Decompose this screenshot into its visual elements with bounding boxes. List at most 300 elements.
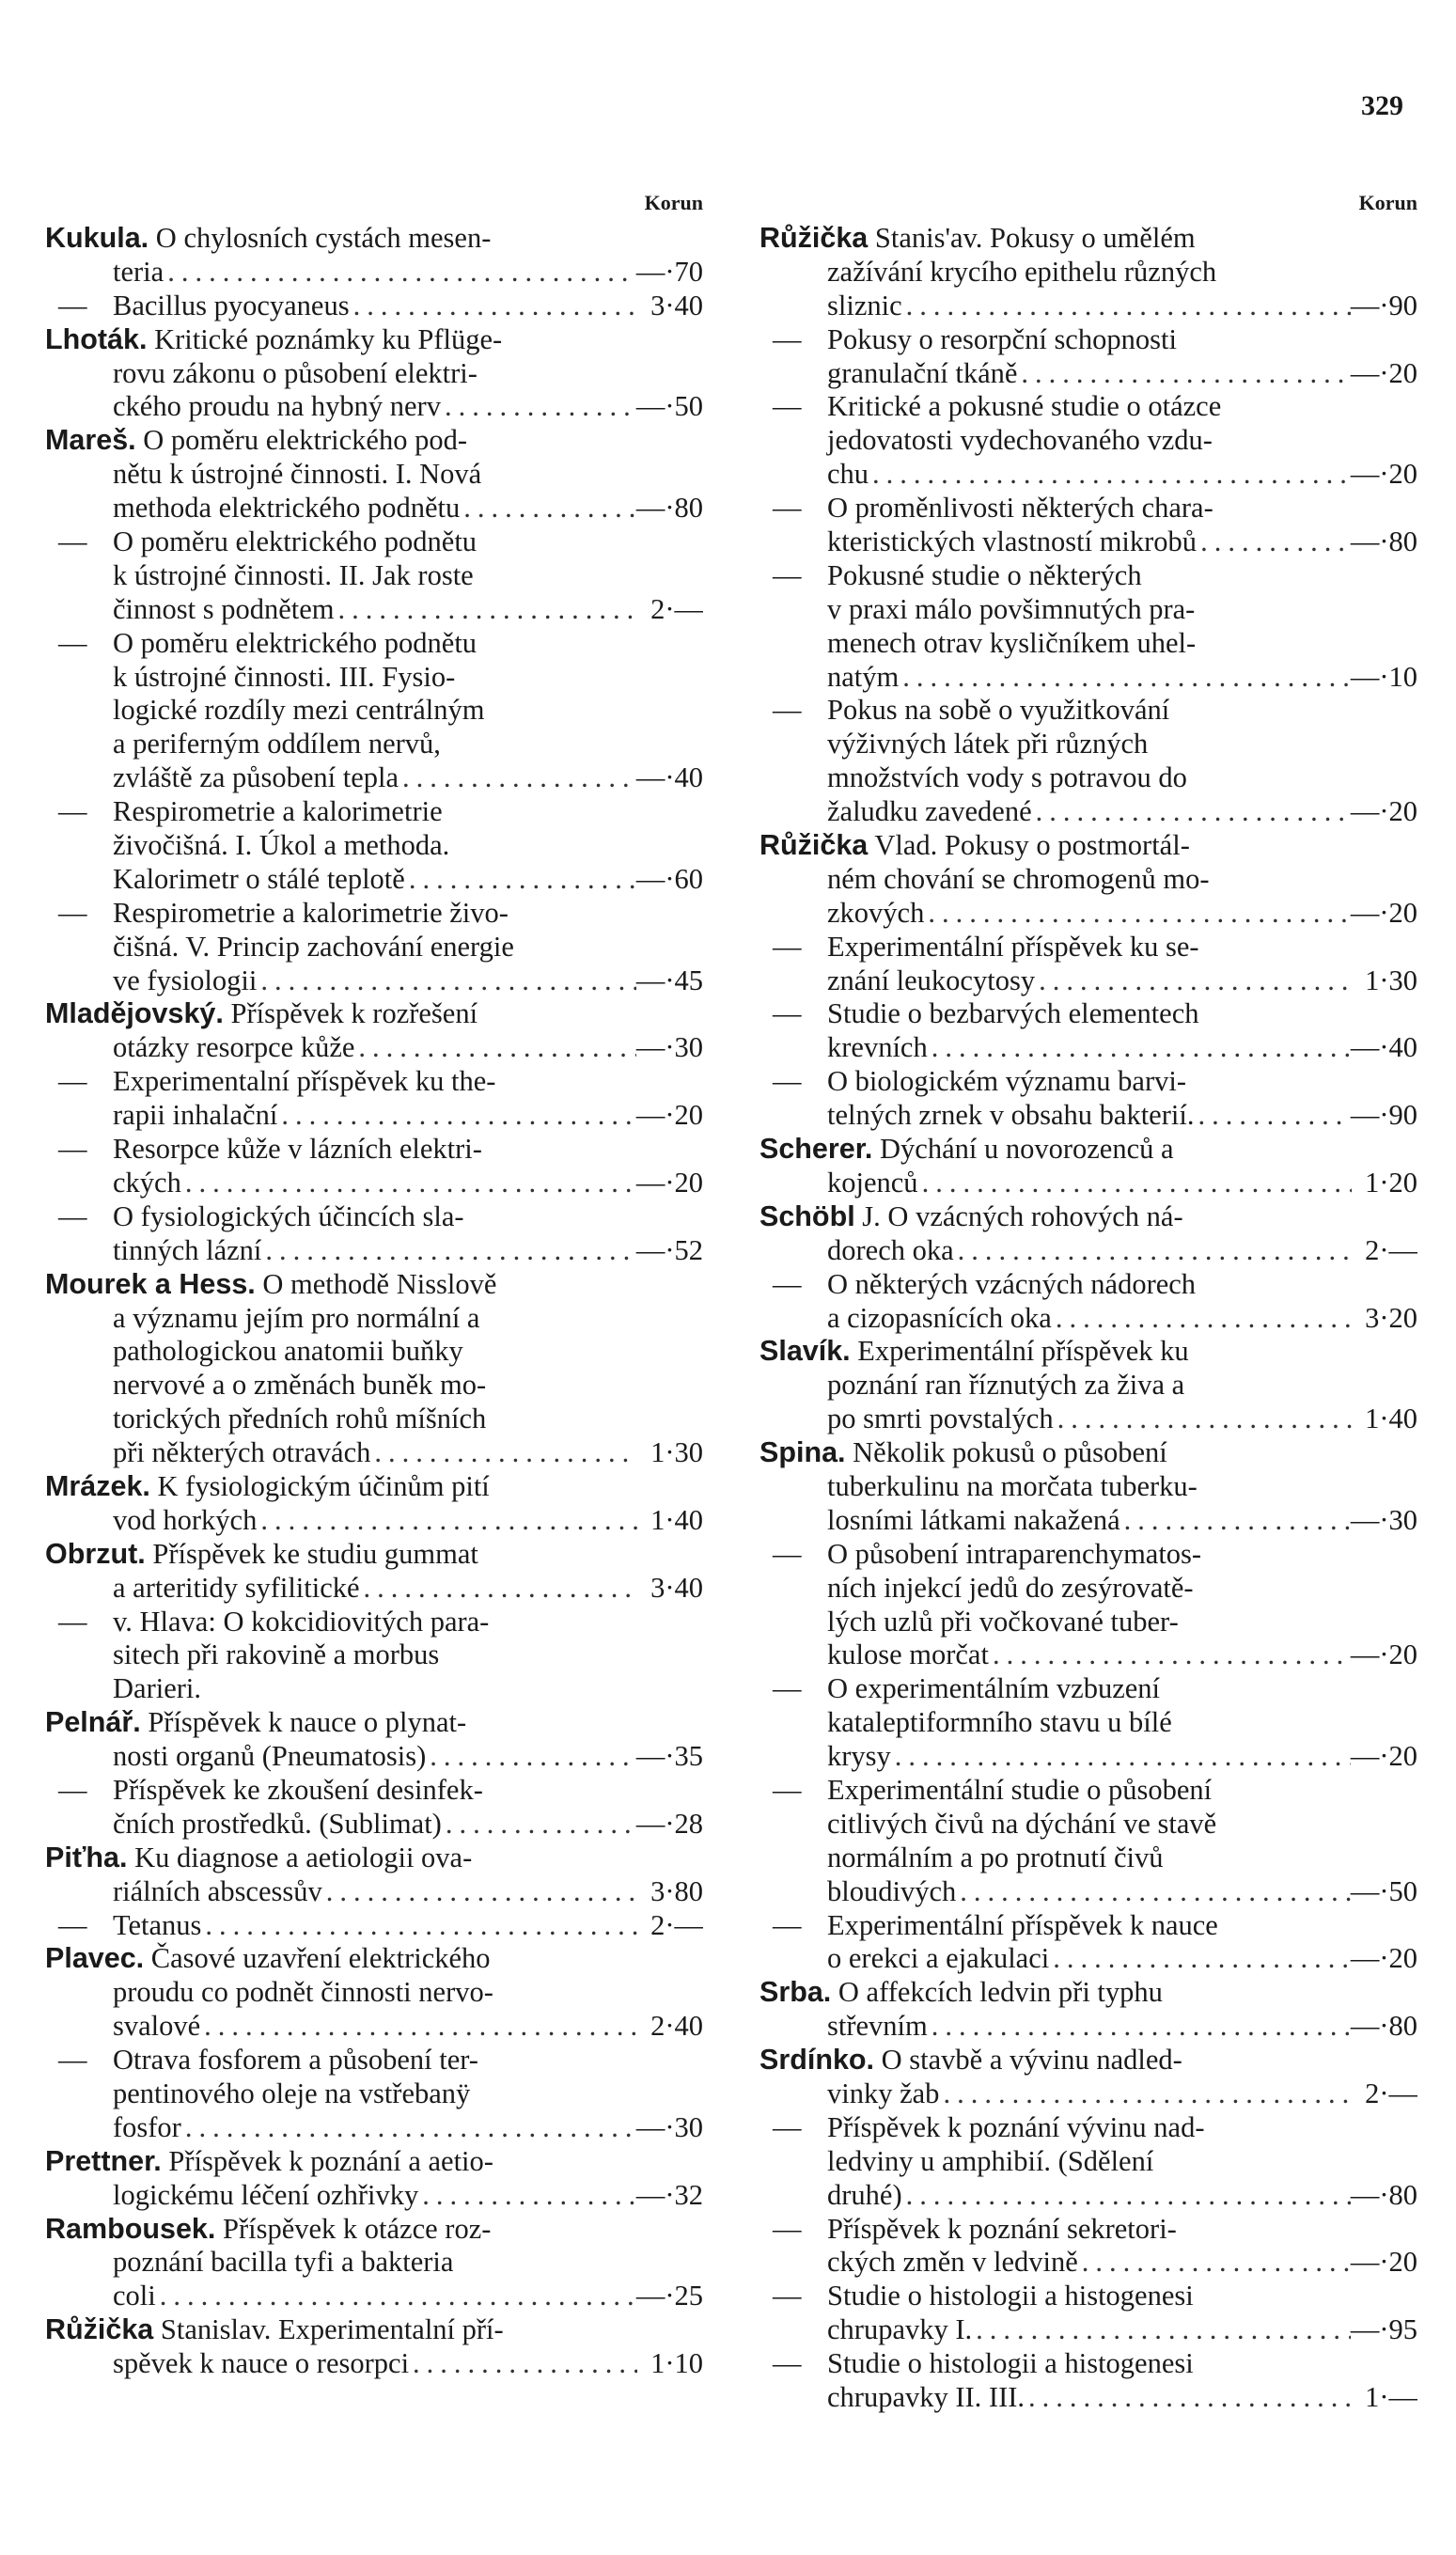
entry-last-line: [45, 2179, 703, 2213]
dot-leader: [322, 1875, 637, 1909]
price-korun: —·90: [1350, 289, 1417, 321]
entry-last-line: [759, 1638, 1417, 1672]
entry-title-text: K fysiologickým účinům pití: [157, 1469, 490, 1502]
entry-title-text: telných zrnek v obsahu bakterií.: [827, 1099, 1195, 1132]
author-name: Mareš.: [45, 424, 136, 457]
entry-title-text: O fysiologických účincích sla-: [113, 1199, 464, 1232]
entry-line: [45, 931, 703, 964]
dot-leader: [360, 1572, 637, 1606]
index-entry: [759, 2347, 1417, 2415]
index-entry: [759, 1268, 1417, 1336]
index-entry: [759, 1065, 1417, 1133]
author-name: Lhoták.: [45, 322, 148, 355]
dot-leader: [156, 2280, 636, 2313]
price-korun: —·30: [1350, 1503, 1417, 1536]
entry-line: [759, 256, 1417, 290]
author-name: Schöbl: [759, 1199, 855, 1232]
index-entry: [45, 1538, 703, 1606]
price-korun: 2·40: [650, 2010, 703, 2043]
entry-last-line: [45, 593, 703, 627]
entry-line: [45, 1133, 703, 1167]
entry-title-text: citlivých čivů na dýchání ve stavě: [827, 1807, 1217, 1840]
entry-title-text: fosfor: [113, 2110, 181, 2143]
entry-title-text: Stanis'av. Pokusy o umělém: [874, 222, 1196, 254]
entry-title-text: Příspěvek k nauce o plynat-: [148, 1706, 467, 1739]
entry-title-text: Resorpce kůže v lázních elektri-: [113, 1133, 482, 1166]
entry-title-text: Respirometrie a kalorimetrie živo-: [113, 896, 509, 929]
dot-leader: [426, 1740, 636, 1774]
entry-title-text: granulační tkáně: [827, 356, 1018, 389]
index-entry: [759, 829, 1417, 931]
index-entry: [759, 931, 1417, 998]
dot-leader: [869, 458, 1351, 492]
entry-title-text: O proměnlivosti některých chara-: [827, 492, 1213, 525]
entry-line: [759, 1774, 1417, 1808]
entry-title-text: krevních: [827, 1031, 928, 1064]
index-entry: [759, 1909, 1417, 1977]
entry-title-text: Kalorimetr o stálé teplotě: [113, 862, 405, 895]
entry-title-text: kteristických vlastností mikrobů: [827, 525, 1198, 558]
dot-leader: [257, 964, 635, 998]
index-entry: [759, 1672, 1417, 1774]
entry-last-line: [759, 1099, 1417, 1133]
entry-title-text: J. O vzácných rohových ná-: [862, 1199, 1183, 1232]
entry-title-text: logické rozdíly mezi centrálným: [113, 694, 485, 727]
entry-title-text: výživných látek při různých: [827, 728, 1149, 760]
price-korun: —·30: [635, 2110, 703, 2143]
entry-title-text: zažívání krycího epithelu různých: [827, 255, 1217, 288]
entry-last-line: [45, 1572, 703, 1606]
entry-title-text: Experimentalní příspěvek ku the-: [113, 1065, 496, 1098]
entry-title-text: ckých: [113, 1166, 181, 1199]
dot-leader: [354, 1031, 635, 1065]
entry-title-text: zkových: [827, 896, 925, 929]
entry-title-text: ních injekcí jedů do zesýrovatě-: [827, 1571, 1194, 1604]
entry-title-text: kojenců: [827, 1166, 918, 1199]
author-name: Pelnář.: [45, 1706, 141, 1739]
entry-title-text: krysy: [827, 1740, 891, 1773]
entry-title-text: O biologickém významu barvi-: [827, 1065, 1186, 1098]
dot-leader: [350, 290, 637, 323]
index-entry: [759, 492, 1417, 559]
entry-title-text: O affekcích ledvin při typhu: [838, 1976, 1163, 2009]
price-korun: —·20: [635, 1099, 703, 1132]
entry-line: [45, 1369, 703, 1403]
index-entry: [759, 1774, 1417, 1909]
entry-line: [45, 2077, 703, 2111]
dot-leader: [1078, 2246, 1351, 2280]
entry-title-text: logickému léčení ozhřivky: [113, 2178, 419, 2211]
price-korun: —·20: [1350, 458, 1417, 491]
author-name: Růžička: [759, 829, 869, 862]
entry-title-text: kulose morčat: [827, 1638, 989, 1671]
entry-line: [45, 2246, 703, 2280]
entry-last-line: [759, 2010, 1417, 2044]
entry-last-line: [45, 1740, 703, 1774]
entry-last-line: [45, 1909, 703, 1943]
price-korun: —·20: [1350, 896, 1417, 929]
entry-title-text: Kritické poznámky ku Pflüge-: [154, 322, 503, 355]
entry-line: [759, 1842, 1417, 1875]
entry-line: [759, 2111, 1417, 2145]
dot-leader: [370, 1436, 637, 1470]
entry-title-text: O působení intraparenchymatos-: [827, 1537, 1202, 1570]
price-korun: —·80: [635, 492, 703, 525]
index-entry: [45, 1706, 703, 1774]
entry-last-line: [759, 897, 1417, 931]
entry-line: [759, 424, 1417, 458]
entry-line: [45, 2044, 703, 2077]
dot-leader: [442, 1808, 636, 1842]
entry-title-text: O poměru elektrického pod-: [143, 424, 467, 457]
entry-last-line: [759, 2246, 1417, 2280]
index-entry: [759, 1133, 1417, 1200]
entry-line: [759, 2044, 1417, 2077]
entry-line: [45, 1774, 703, 1808]
entry-line: [45, 357, 703, 391]
entry-line: [45, 1470, 703, 1504]
entry-title-text: čišná. V. Princip zachování energie: [113, 930, 514, 963]
price-korun: —·52: [635, 1233, 703, 1266]
index-entry: [759, 2213, 1417, 2281]
entry-line: [45, 1538, 703, 1572]
index-entry: [45, 2313, 703, 2381]
entry-line: [45, 1942, 703, 1976]
price-korun: —·60: [635, 862, 703, 895]
price-korun: —·35: [635, 1740, 703, 1773]
entry-title-text: ve fysiologii: [113, 964, 258, 996]
dot-leader: [1049, 1942, 1351, 1976]
entry-line: [45, 559, 703, 593]
price-korun: —·20: [1350, 356, 1417, 389]
entry-line: [45, 1065, 703, 1099]
index-entry: [45, 2213, 703, 2314]
entry-last-line: [45, 863, 703, 897]
entry-title-text: teria: [113, 255, 164, 288]
dot-leader: [1032, 795, 1351, 829]
entry-line: [759, 694, 1417, 728]
dot-leader: [200, 2010, 637, 2044]
entry-title-text: ném chování se chromogenů mo-: [827, 862, 1210, 895]
entry-title-text: Pokusy o resorpční schopnosti: [827, 322, 1177, 355]
index-entry: [759, 2111, 1417, 2213]
dot-leader: [1052, 1302, 1352, 1336]
entry-line: [45, 661, 703, 695]
index-entry: [45, 1774, 703, 1842]
entry-title-text: Bacillus pyocyaneus: [113, 289, 350, 321]
price-korun: —·40: [635, 761, 703, 794]
entry-title-text: pentinového oleje na vstřebanÿ: [113, 2077, 471, 2109]
price-korun: 3·40: [650, 1571, 703, 1604]
dot-leader: [1197, 525, 1351, 559]
entry-line: [45, 1200, 703, 1234]
index-entry: [45, 525, 703, 627]
entry-title-text: methoda elektrického podnětu: [113, 492, 461, 525]
entry-title-text: Ku diagnose a aetiologii ova-: [134, 1841, 473, 1873]
entry-line: [759, 222, 1417, 256]
entry-title-text: vinky žab: [827, 2077, 940, 2109]
author-name: Piťha.: [45, 1841, 128, 1873]
dot-leader: [418, 2179, 636, 2213]
index-entry: [45, 897, 703, 998]
entry-line: [759, 1369, 1417, 1403]
index-entry: [45, 997, 703, 1065]
entry-line: [759, 761, 1417, 795]
index-entry: [759, 1335, 1417, 1436]
entry-line: [759, 728, 1417, 761]
price-korun: —·25: [635, 2280, 703, 2312]
entry-line: [759, 492, 1417, 525]
entry-last-line: [759, 661, 1417, 695]
right-column: [759, 184, 1417, 2415]
entry-line: [759, 2213, 1417, 2247]
entry-title-text: Darieri.: [113, 1672, 201, 1705]
entry-last-line: [45, 1875, 703, 1909]
entry-title-text: vod horkých: [113, 1503, 258, 1536]
right-entries: [759, 222, 1417, 2415]
entry-title-text: jedovatosti vydechovaného vzdu-: [827, 424, 1213, 457]
dot-leader: [277, 1099, 636, 1133]
entry-title-text: torických předních rohů míšních: [113, 1403, 487, 1435]
entry-last-line: [45, 1234, 703, 1268]
entry-line: [45, 1268, 703, 1302]
price-korun: —·32: [635, 2178, 703, 2211]
entry-title-text: otázky resorpce kůže: [113, 1031, 355, 1064]
entry-last-line: [759, 1740, 1417, 1774]
entry-title-text: nervové a o změnách buněk mo-: [113, 1369, 487, 1402]
entry-line: [45, 2145, 703, 2179]
index-entry: [45, 1065, 703, 1133]
entry-title-text: a periferným oddílem nervů,: [113, 728, 441, 760]
index-entry: [45, 290, 703, 323]
entry-line: [759, 1268, 1417, 1302]
entry-title-text: Vlad. Pokusy o postmortál-: [874, 829, 1190, 862]
entry-title-text: rovu zákonu o působení elektri-: [113, 356, 478, 389]
index-entry: [45, 222, 703, 290]
entry-last-line: [45, 1031, 703, 1065]
price-korun: —·20: [1350, 1740, 1417, 1773]
entry-line: [45, 795, 703, 829]
entry-last-line: [759, 1504, 1417, 1538]
entry-line: [45, 897, 703, 931]
entry-last-line: [759, 1167, 1417, 1200]
entry-line: [759, 2347, 1417, 2381]
entry-title-text: O experimentálním vzbuzení: [827, 1672, 1161, 1705]
dot-leader: [928, 1031, 1351, 1065]
dot-leader: [460, 492, 636, 525]
entry-title-text: Pokusné studie o některých: [827, 558, 1142, 591]
entry-line: [759, 1065, 1417, 1099]
entry-last-line: [759, 1234, 1417, 1268]
entry-line: [45, 997, 703, 1031]
left-column: [45, 184, 703, 2381]
entry-title-text: Dýchání u novorozenců a: [880, 1133, 1174, 1166]
entry-title-text: ledviny u amphibií. (Sdělení: [827, 2144, 1154, 2177]
entry-title-text: ckých změn v ledvině: [827, 2246, 1078, 2279]
entry-title-text: Stanislav. Experimentalní pří-: [160, 2313, 504, 2346]
entry-line: [45, 424, 703, 458]
price-korun: 1·40: [1365, 1403, 1417, 1435]
price-korun: 1·30: [1365, 964, 1417, 996]
entry-line: [45, 728, 703, 761]
entry-line: [45, 694, 703, 728]
entry-title-text: Příspěvek ke studiu gummat: [152, 1537, 478, 1570]
entry-title-text: při některých otravách: [113, 1436, 371, 1469]
price-korun: 2·—: [1365, 2077, 1417, 2109]
entry-title-text: v. Hlava: O kokcidiovitých para-: [113, 1605, 490, 1638]
entry-line: [759, 829, 1417, 863]
entry-line: [759, 593, 1417, 627]
entry-title-text: O chylosních cystách mesen-: [155, 222, 492, 254]
entry-line: [759, 931, 1417, 964]
dot-leader: [954, 1234, 1352, 1268]
dot-leader: [405, 863, 636, 897]
entry-line: [45, 222, 703, 256]
dot-leader: [181, 1167, 636, 1200]
entry-last-line: [759, 1875, 1417, 1909]
entry-last-line: [759, 525, 1417, 559]
entry-title-text: riálních abscessův: [113, 1874, 322, 1907]
index-entry: [759, 1976, 1417, 2044]
entry-last-line: [45, 2010, 703, 2044]
author-name: Prettner.: [45, 2144, 162, 2177]
price-korun: —·20: [1350, 1942, 1417, 1975]
entry-title-text: znání leukocytosy: [827, 964, 1036, 996]
price-korun: —·80: [1350, 2010, 1417, 2043]
entry-line: [759, 1200, 1417, 1234]
entry-last-line: [759, 2179, 1417, 2213]
price-korun: —·80: [1350, 2178, 1417, 2211]
author-name: Slavík.: [759, 1335, 851, 1368]
entry-title-text: žaludku zavedené: [827, 795, 1032, 828]
dot-leader: [201, 1909, 637, 1943]
price-korun: 1·20: [1365, 1166, 1417, 1199]
author-name: Mladějovský.: [45, 997, 224, 1030]
author-name: Scherer.: [759, 1133, 873, 1166]
index-entry: [759, 1200, 1417, 1268]
entry-last-line: [759, 964, 1417, 998]
dot-leader: [956, 1875, 1351, 1909]
dot-leader: [335, 593, 638, 627]
index-entry: [45, 323, 703, 425]
author-name: Rambousek.: [45, 2212, 216, 2245]
entry-title-text: spěvek k nauce o resorpci: [113, 2347, 410, 2380]
entry-line: [759, 1470, 1417, 1504]
index-entry: [45, 627, 703, 795]
entry-title-text: nětu k ústrojné činnosti. I. Nová: [113, 458, 482, 491]
entry-last-line: [759, 1031, 1417, 1065]
author-name: Růžička: [759, 222, 869, 254]
entry-title-text: lých uzlů při vočkované tuber-: [827, 1605, 1179, 1638]
entry-title-text: Studie o histologii a histogenesi: [827, 2280, 1194, 2312]
dot-leader: [899, 661, 1351, 695]
entry-title-text: Příspěvek k rozřešení: [230, 997, 478, 1030]
entry-last-line: [759, 1942, 1417, 1976]
index-entry: [759, 390, 1417, 492]
entry-title-text: sliznic: [827, 289, 902, 321]
price-korun: 1·30: [650, 1436, 703, 1469]
entry-title-text: chrupavky I.: [827, 2313, 973, 2346]
entry-line: [45, 1842, 703, 1875]
price-korun: 1·40: [650, 1503, 703, 1536]
entry-line: [759, 2280, 1417, 2313]
index-entry: [759, 997, 1417, 1065]
entry-title-text: bloudivých: [827, 1874, 957, 1907]
entry-line: [45, 2313, 703, 2347]
left-entries: [45, 222, 703, 2381]
entry-title-text: tinných lázní: [113, 1233, 262, 1266]
dot-leader: [918, 1167, 1352, 1200]
entry-line: [759, 1808, 1417, 1842]
dot-leader: [939, 2077, 1352, 2111]
entry-last-line: [45, 2280, 703, 2313]
entry-title-text: v praxi málo povšimnutých pra-: [827, 592, 1196, 625]
price-korun: —·90: [1350, 1099, 1417, 1132]
index-entry: [45, 2145, 703, 2213]
entry-last-line: [759, 2313, 1417, 2347]
entry-last-line: [45, 390, 703, 424]
index-entry: [45, 1909, 703, 1943]
entry-last-line: [45, 492, 703, 525]
entry-last-line: [45, 290, 703, 323]
entry-line: [759, 1706, 1417, 1740]
entry-title-text: Experimentální příspěvek ku se-: [827, 930, 1199, 963]
index-entry: [759, 323, 1417, 391]
entry-title-text: po smrti povstalých: [827, 1403, 1054, 1435]
price-korun: —·20: [1350, 2246, 1417, 2279]
entry-title-text: Pokus na sobě o využitkování: [827, 694, 1170, 727]
entry-line: [759, 1335, 1417, 1369]
dot-leader: [928, 2010, 1351, 2044]
price-korun: —·20: [1350, 1638, 1417, 1671]
entry-title-text: normálním a po protnutí čivů: [827, 1841, 1164, 1873]
entry-last-line: [759, 458, 1417, 492]
index-entry: [759, 559, 1417, 695]
entry-title-text: Příspěvek k poznání vývinu nad-: [827, 2110, 1205, 2143]
entry-title-text: Respirometrie a kalorimetrie: [113, 795, 443, 828]
entry-title-text: O stavbě a vývinu nadled-: [881, 2044, 1182, 2077]
index-entry: [45, 1268, 703, 1470]
entry-line: [45, 1606, 703, 1639]
entry-title-text: ckého proudu na hybný nerv: [113, 390, 441, 423]
author-name: Mrázek.: [45, 1469, 150, 1502]
index-entry: [759, 1436, 1417, 1538]
price-korun: 2·—: [650, 592, 703, 625]
entry-last-line: [45, 1504, 703, 1538]
entry-title-text: menech otrav kysličníkem uhel-: [827, 626, 1197, 659]
author-name: Obrzut.: [45, 1537, 146, 1570]
entry-title-text: Časové uzavření elektrického: [150, 1942, 491, 1975]
author-name: Kukula.: [45, 222, 149, 254]
entry-title-text: Studie o bezbarvých elementech: [827, 997, 1199, 1030]
entry-line: [759, 1436, 1417, 1470]
entry-line: [759, 1672, 1417, 1706]
dot-leader: [399, 761, 636, 795]
entry-title-text: a arteritidy syfilitické: [113, 1571, 360, 1604]
price-korun: —·40: [1350, 1031, 1417, 1064]
dot-leader: [409, 2347, 637, 2381]
entry-title-text: dorech oka: [827, 1233, 954, 1266]
index-entry: [45, 1606, 703, 1707]
index-entry: [45, 1842, 703, 1909]
price-korun: —·50: [1350, 1874, 1417, 1907]
entry-line: [45, 525, 703, 559]
entry-title-text: Studie o histologii a histogenesi: [827, 2347, 1194, 2380]
entry-last-line: [759, 2381, 1417, 2415]
dot-leader: [891, 1740, 1351, 1774]
entry-line: [759, 1538, 1417, 1572]
entry-line: [759, 1909, 1417, 1943]
